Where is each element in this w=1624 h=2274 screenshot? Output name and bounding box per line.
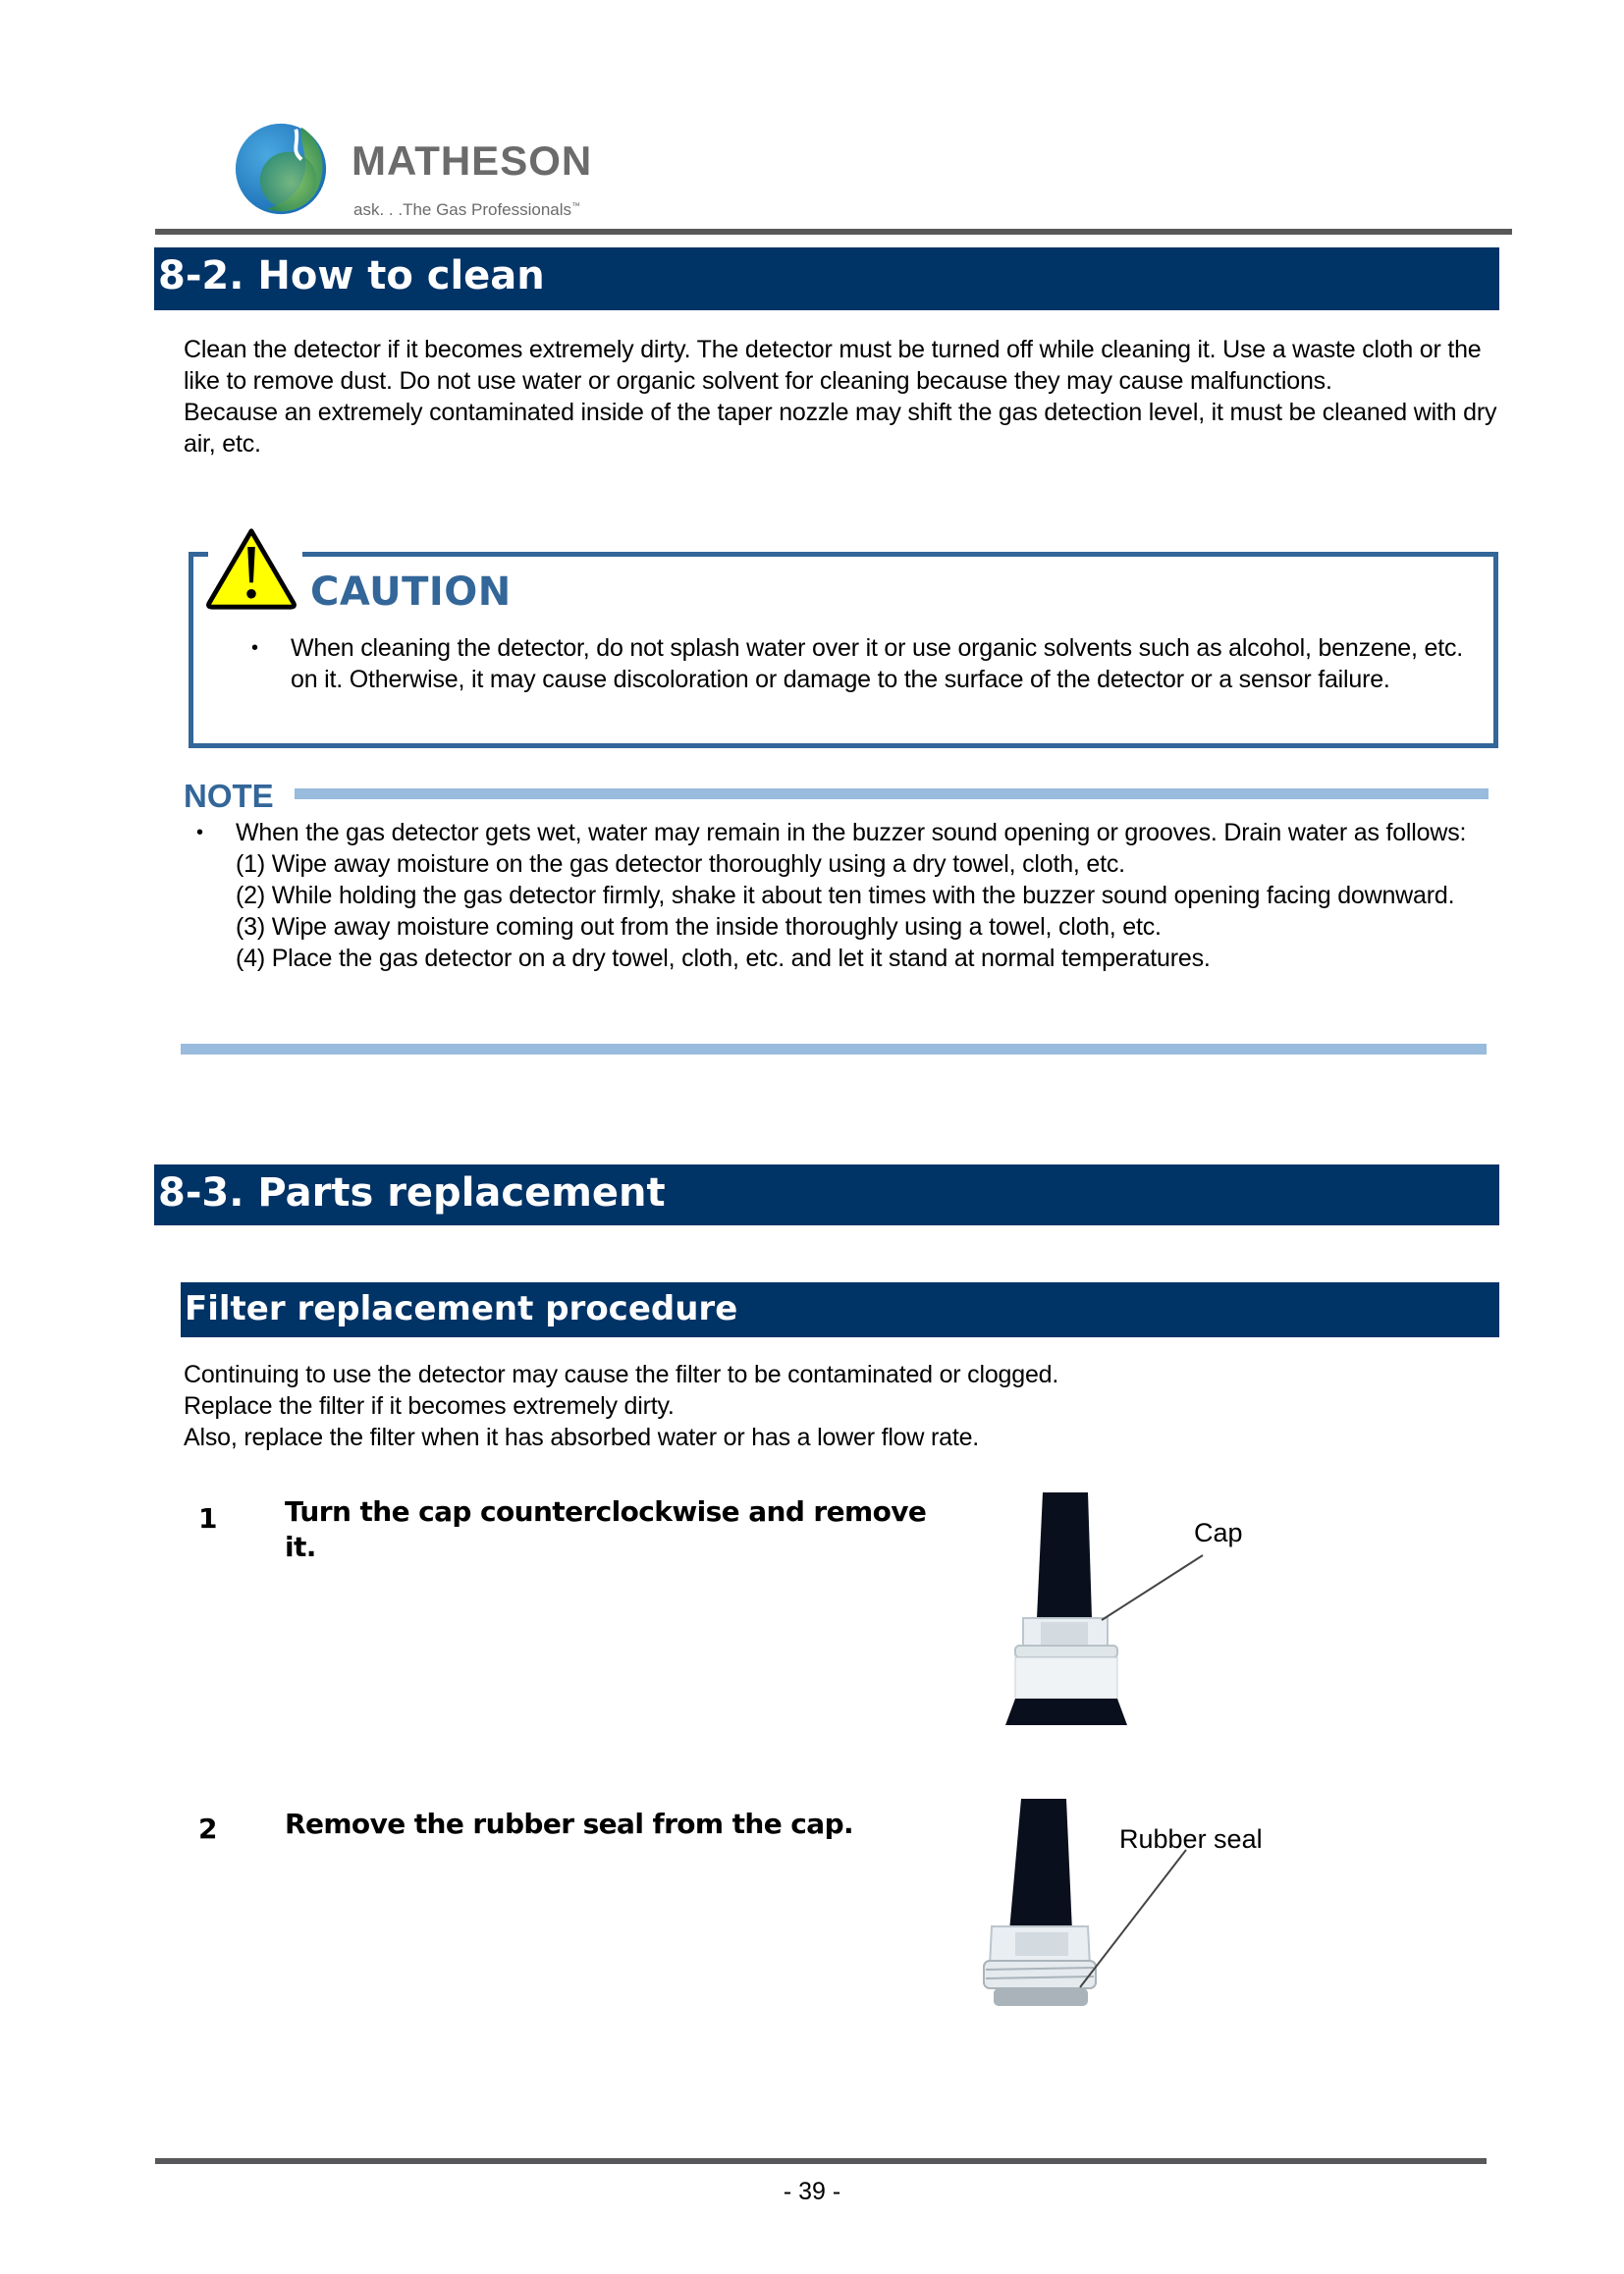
step-number: 1 [198, 1502, 218, 1535]
note-step: (1) Wipe away moisture on the gas detector thoroughly using a dry towel, cloth, etc. [236, 850, 1125, 878]
paragraph: Clean the detector if it becomes extremely dirty. The detector must be turned off while cleaning it. Use a waste cloth or the like to remove dust. Do not use water or organic solvent for cleaning because they may cause malfunctions. [184, 336, 1482, 395]
header-divider [155, 229, 1512, 235]
paragraph: Also, replace the filter when it has absorbed water or has a lower flow rate. [184, 1424, 980, 1451]
note-top-bar [295, 788, 1489, 799]
paragraph: Replace the filter if it becomes extremely dirty. [184, 1392, 675, 1420]
subsection-heading-filter-replacement: Filter replacement procedure [181, 1282, 1499, 1337]
brand-name: MATHESON [352, 137, 593, 184]
caution-text: When cleaning the detector, do not splash water over it or use organic solvents such as alcohol, benzene, etc. on it. Otherwise, it may cause discoloration or damage to the surface of the detector or a sensor failure. [291, 634, 1463, 693]
bullet: • [251, 637, 258, 659]
note-step: (3) Wipe away moisture coming out from the inside thoroughly using a towel, cloth, etc. [236, 913, 1162, 941]
note-intro: When the gas detector gets wet, water may remain in the buzzer sound opening or grooves. Drain water as follows: [236, 819, 1467, 846]
warning-triangle-icon [204, 526, 298, 611]
page-number: - 39 - [783, 2178, 841, 2205]
note-label: NOTE [184, 778, 274, 814]
section-heading-how-to-clean: 8-2. How to clean [154, 247, 1499, 310]
footer-divider [155, 2158, 1487, 2164]
clean-instructions [184, 334, 1499, 460]
note-step: (2) While holding the gas detector firmly, shake it about ten times with the buzzer sound opening facing downward. [236, 882, 1455, 909]
matheson-globe-icon [234, 122, 328, 216]
figure-label-rubber-seal: Rubber seal [1119, 1824, 1263, 1854]
caution-item [251, 632, 1469, 695]
tagline-text: ask. . .The Gas Professionals [353, 200, 572, 219]
note-step: (4) Place the gas detector on a dry towel, cloth, etc. and let it stand at normal temperatures. [236, 945, 1211, 972]
step-text: Turn the cap counterclockwise and remove it. [285, 1495, 927, 1563]
filter-intro [184, 1359, 1460, 1453]
bullet: • [196, 822, 203, 843]
trademark: ™ [571, 200, 581, 211]
paragraph: Because an extremely contaminated inside of the taper nozzle may shift the gas detection level, it must be cleaned with dry air, etc. [184, 399, 1497, 458]
figure-label-cap: Cap [1194, 1518, 1243, 1547]
note-bottom-bar [181, 1044, 1487, 1055]
section-heading-parts-replacement: 8-3. Parts replacement [154, 1164, 1499, 1225]
brand-tagline [353, 200, 580, 220]
step-text: Remove the rubber seal from the cap. [285, 1808, 854, 1840]
step-number: 2 [198, 1813, 218, 1845]
paragraph: Continuing to use the detector may cause the filter to be contaminated or clogged. [184, 1361, 1059, 1388]
note-body [196, 817, 1492, 974]
caution-label: CAUTION [310, 569, 512, 615]
